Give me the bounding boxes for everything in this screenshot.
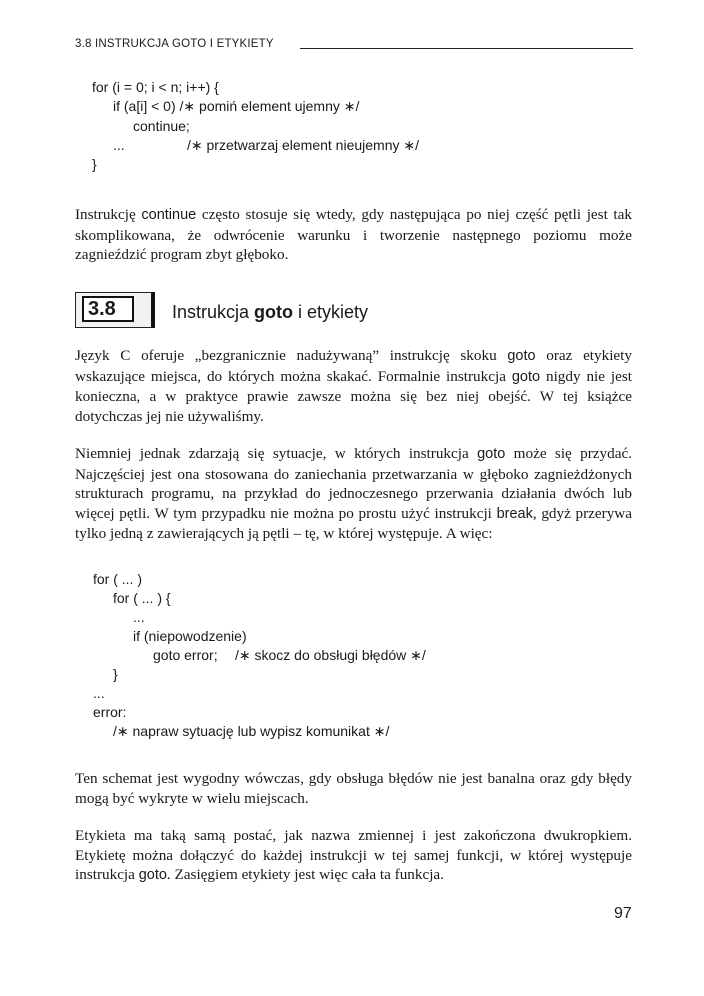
keyword: goto [507, 348, 536, 364]
keyword: goto [511, 368, 541, 385]
page-number: 97 [614, 905, 632, 922]
header-rule [300, 48, 633, 49]
code-comment: /∗ przetwarzaj element nieujemny ∗/ [187, 137, 419, 153]
section-number: 3.8 [82, 296, 134, 322]
code-line: goto error; [153, 647, 218, 663]
section-number-bar [151, 292, 155, 328]
paragraph: Niemniej jednak zdarzają się sytuacje, w których instrukcja goto może się przydać. Najczęściej jest ona stosowana do zaniechania przetwarzania w głęboko zagnieżdżonych strukturach programu, na przykład do jednoczesnego przerwania działania dwóch lub więcej pętli. W tym przypadku nie można po prostu użyć instrukcji break, gdyż przerywa tylko jedną z zawierających ją pętli – tę, w której występuje. A więc: [75, 445, 632, 543]
paragraph: Instrukcję continue często stosuje się wtedy, gdy następująca po niej część pętli jest tak skomplikowana, że odwrócenie warunku i tworzenie następnego poziomu może zagnieździć program zbyt głęboko. [75, 206, 632, 264]
code-line: if (a[i] < 0) /∗ pomiń element ujemny ∗/ [113, 98, 360, 114]
keyword: goto [477, 446, 506, 462]
code-line: ... [133, 609, 145, 625]
code-line: } [92, 156, 97, 172]
keyword: break [496, 505, 533, 522]
code-line: if (niepowodzenie) [133, 628, 247, 644]
code-line: ... [113, 137, 125, 153]
code-line: continue; [133, 118, 190, 134]
code-line: for (i = 0; i < n; i++) { [92, 79, 219, 95]
code-line: ... [93, 685, 105, 701]
running-header: 3.8 INSTRUKCJA GOTO I ETYKIETY [75, 38, 274, 50]
paragraph: Język C oferuje „bezgranicznie nadużywaną” instrukcję skoku goto oraz etykiety wskazujące miejsca, do których można skakać. Formalnie instrukcja goto nigdy nie jest konieczna, a w praktyce prawie zawsze można się bez niej obejść. W tej książce dotychczas jej nie używaliśmy. [75, 347, 633, 425]
section-title: Instrukcja goto i etykiety [172, 302, 369, 322]
keyword: goto [138, 867, 167, 884]
code-comment: /∗ skocz do obsługi błędów ∗/ [235, 647, 426, 663]
code-line: } [113, 666, 118, 682]
code-line: for ( ... ) { [113, 590, 171, 606]
paragraph: Ten schemat jest wygodny wówczas, gdy obsługa błędów nie jest banalna oraz gdy błędy mogą być wykryte w wielu miejscach. [75, 770, 632, 807]
code-comment: /∗ napraw sytuację lub wypisz komunikat ∗/ [113, 723, 390, 739]
paragraph: Etykieta ma taką samą postać, jak nazwa zmiennej i jest zakończona dwukropkiem. Etykietę można dołączyć do każdej instrukcji w tej samej funkcji, w której występuje instrukcja goto. Zasięgiem etykiety jest więc cała ta funkcja. [75, 827, 632, 884]
code-line: for ( ... ) [93, 571, 142, 587]
keyword: continue [141, 207, 197, 223]
section-title-keyword: goto [254, 302, 294, 322]
code-line: error: [93, 704, 127, 720]
